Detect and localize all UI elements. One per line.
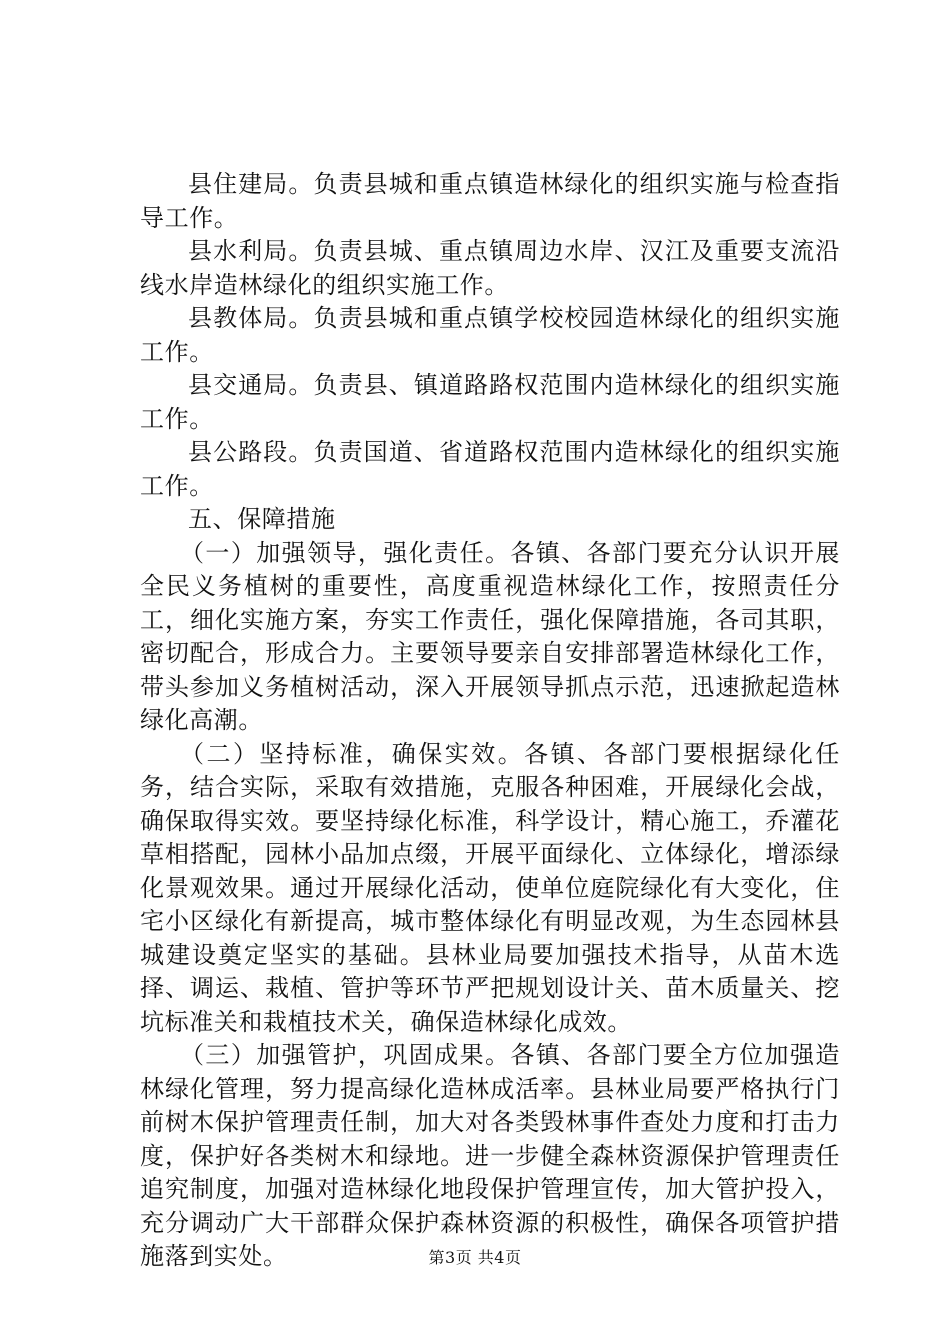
paragraph-education-bureau: 县教体局。负责县城和重点镇学校校园造林绿化的组织实施工作。: [140, 304, 840, 366]
page-footer: 第3页 共4页: [428, 1248, 522, 1267]
paragraph-measure-1: （一）加强领导，强化责任。各镇、各部门要充分认识开展全民义务植树的重要性，高度重视造林绿化工作，按照责任分工，细化实施方案，夯实工作责任，强化保障措施，各司其职，密切配合，形成合力。主要领导要亲自安排部署造林绿化工作，带头参加义务植树活动，深入开展领导抓点示范，迅速掀起造林绿化高潮。: [140, 538, 840, 734]
paragraph-measure-2: （二）坚持标准，确保实效。各镇、各部门要根据绿化任务，结合实际，采取有效措施，克服各种困难，开展绿化会战，确保取得实效。要坚持绿化标准，科学设计，精心施工，乔灌花草相搭配，园林小品加点缀，开展平面绿化、立体绿化，增添绿化景观效果。通过开展绿化活动，使单位庭院绿化有大变化，住宅小区绿化有新提高，城市整体绿化有明显改观，为生态园林县城建设奠定坚实的基础。县林业局要加强技术指导，从苗木选择、调运、栽植、管护等环节严把规划设计关、苗木质量关、挖坑标准关和栽植技术关，确保造林绿化成效。: [140, 739, 840, 1036]
paragraph-highway-section: 县公路段。负责国道、省道路权范围内造林绿化的组织实施工作。: [140, 438, 840, 500]
document-body: [140, 168, 840, 1274]
paragraph-measure-3: （三）加强管护，巩固成果。各镇、各部门要全方位加强造林绿化管理，努力提高绿化造林成活率。县林业局要严格执行门前树木保护管理责任制，加大对各类毁林事件查处力度和打击力度，保护好各类树木和绿地。进一步健全森林资源保护管理责任追究制度，加强对造林绿化地段保护管理宣传，加大管护投入，充分调动广大干部群众保护森林资源的积极性，确保各项管护措施落到实处。: [140, 1041, 840, 1270]
paragraph-transport-bureau: 县交通局。负责县、镇道路路权范围内造林绿化的组织实施工作。: [140, 371, 840, 433]
section-heading-safeguards: 五、保障措施: [188, 505, 336, 533]
paragraph-housing-bureau: 县住建局。负责县城和重点镇造林绿化的组织实施与检查指导工作。: [140, 170, 840, 232]
paragraph-water-bureau: 县水利局。负责县城、重点镇周边水岸、汉江及重要支流沿线水岸造林绿化的组织实施工作。: [140, 237, 840, 299]
